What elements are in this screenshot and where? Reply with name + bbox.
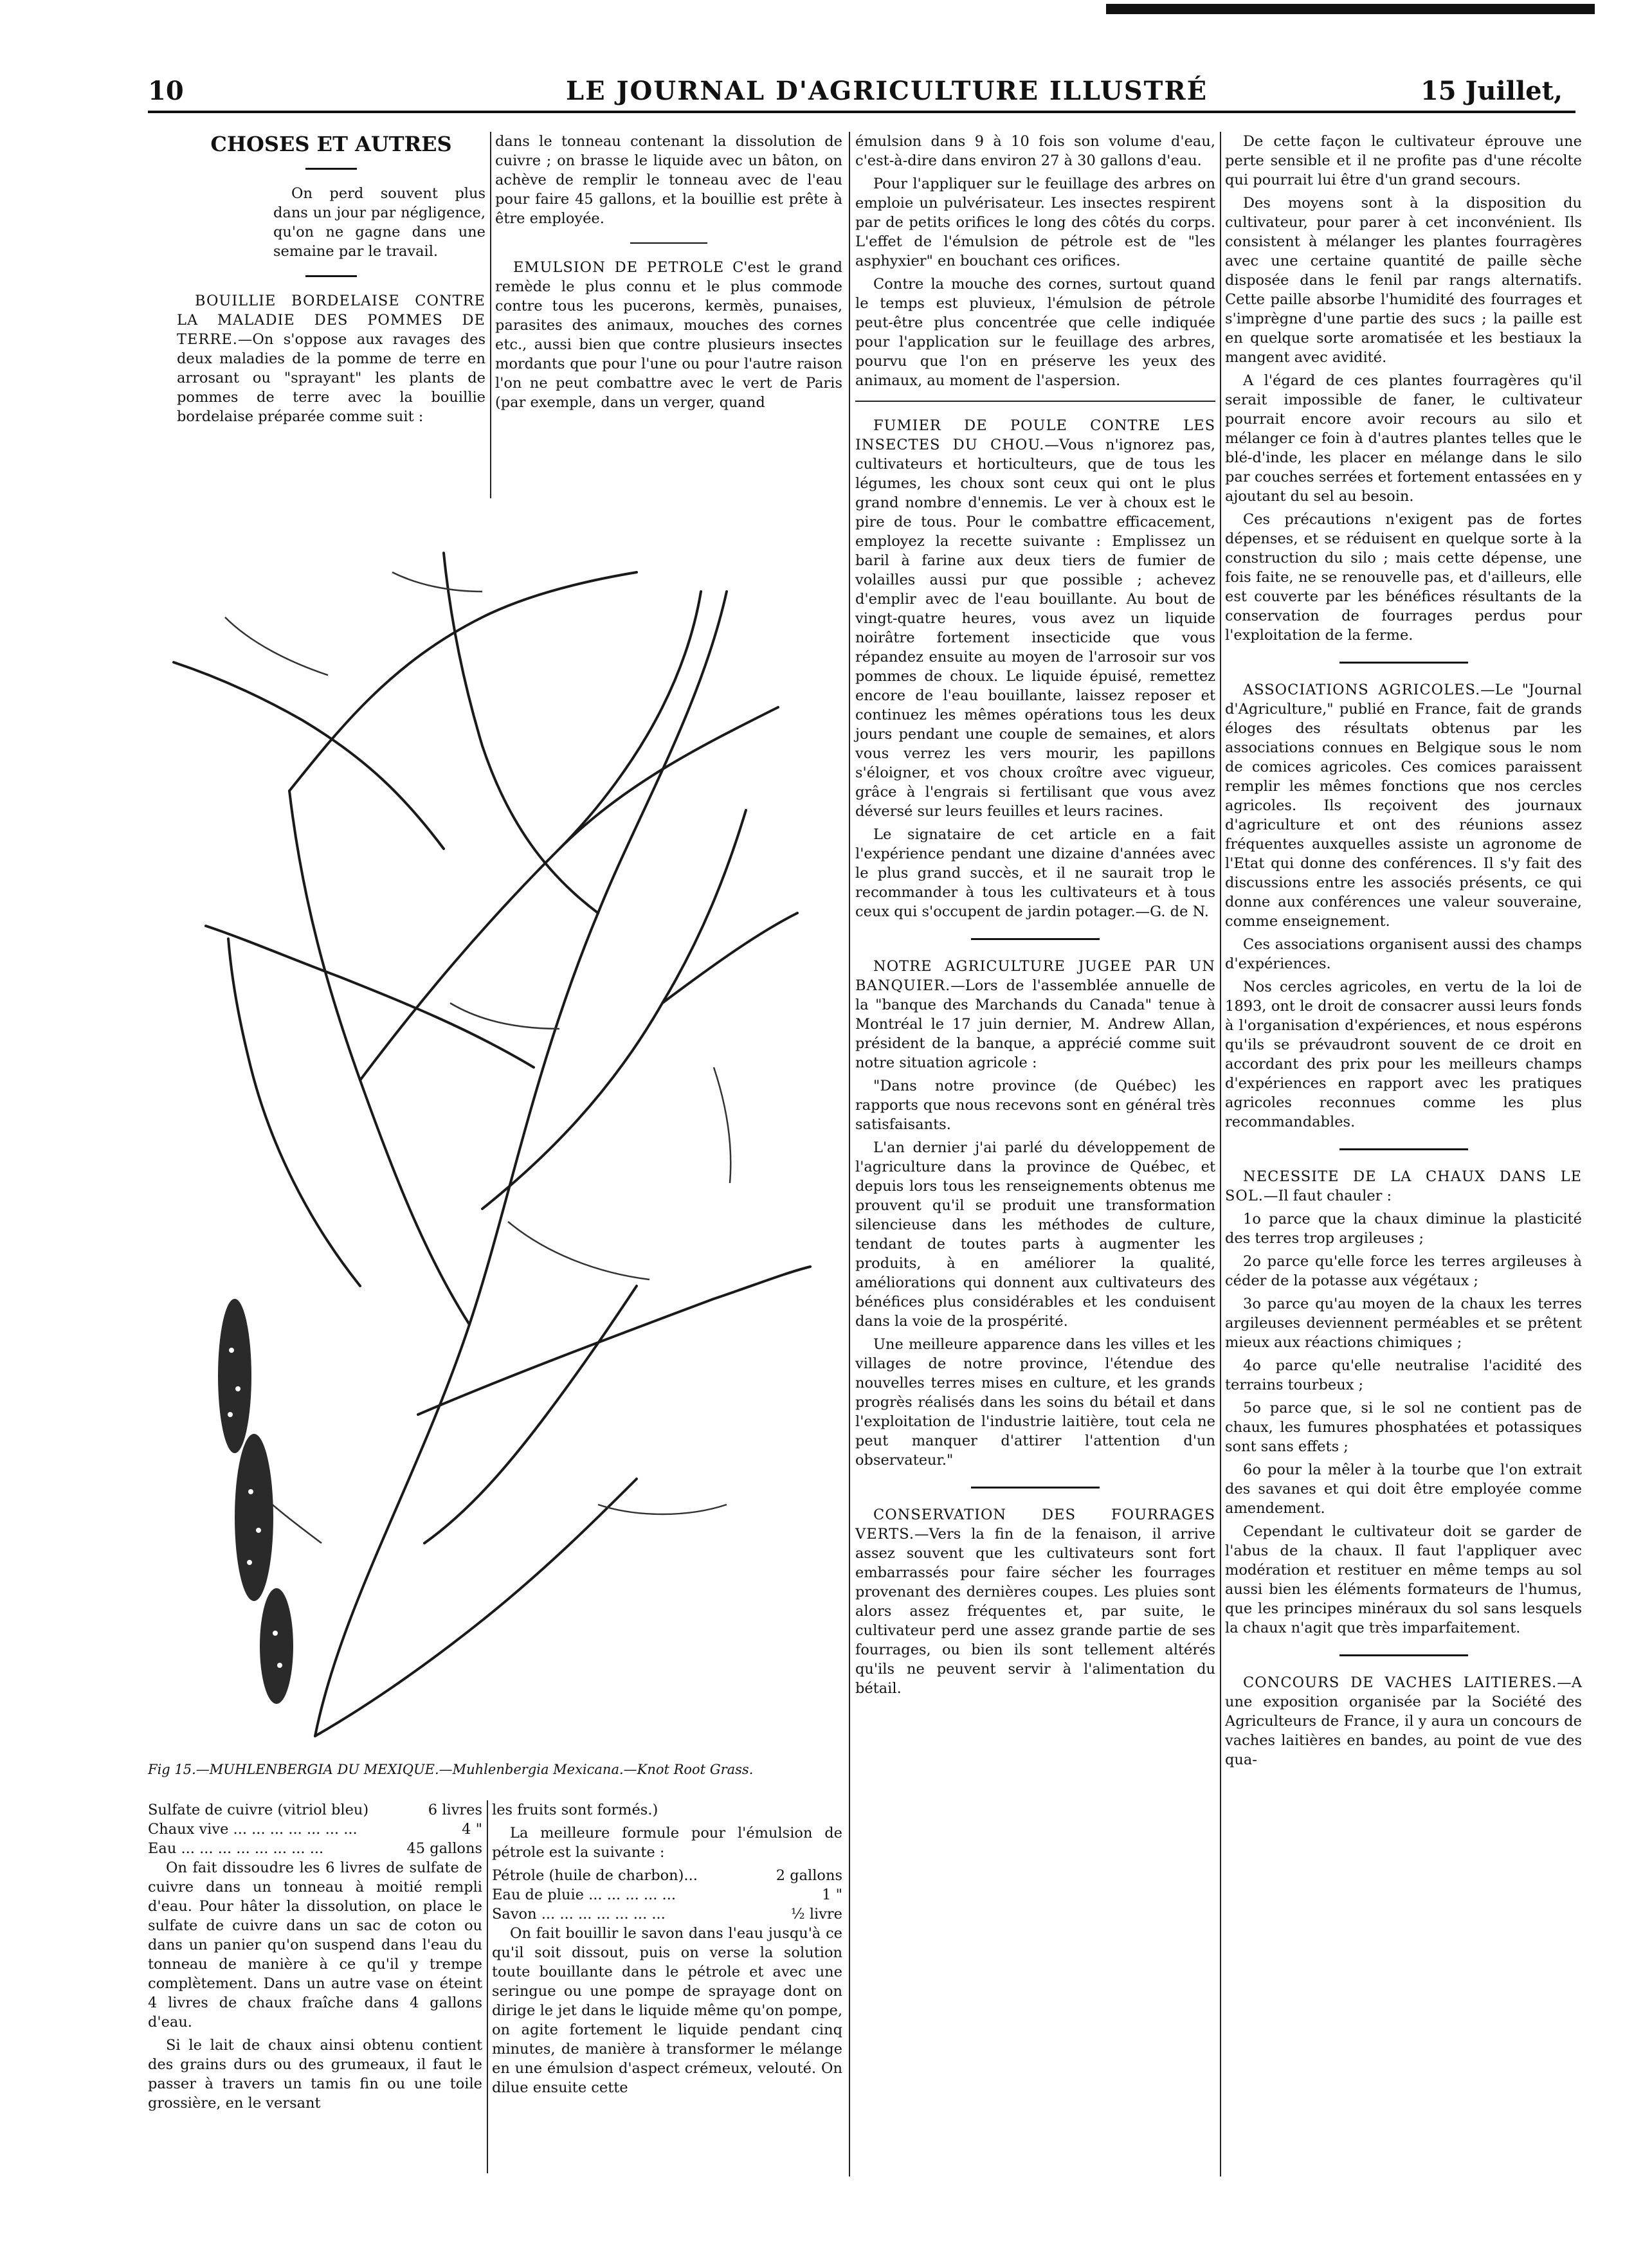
article-associations [1225, 680, 1582, 931]
separator [305, 168, 357, 170]
heading-chaux: NECESSITE DE LA CHAUX DANS LE SOL. [1225, 1168, 1582, 1204]
col4-paragraph: Ces associations organisent aussi des champs d'expériences. [1225, 936, 1582, 972]
text-notre-agriculture: —Lors de l'assemblée annuelle de la "banque des Marchands du Canada" tenue à Montréal le 17 juin dernier, M. Andrew Allan, président de la banque, a apprécié comme suit notre situation agricole : [855, 977, 1215, 1071]
grass-drawing [148, 514, 817, 1749]
recipe-paragraph: Si le lait de chaux ainsi obtenu contient des grains durs ou des grumeaux, il faut le passer à travers un tamis fin ou une toile grossière, en le versant [148, 2037, 482, 2112]
col3-paragraph: Pour l'appliquer sur le feuillage des arbres on emploie un pulvérisateur. Les insectes respirent par de petits orifices le long des côtés du corps. L'effet de l'émulsion de pétrole est de "les asphyxier" en bouchant ces orifices. [855, 176, 1215, 269]
recipe-line: Eau ... ... ... ... ... ... ... ... 45 gallons [148, 1840, 482, 1857]
formula-line: Eau de pluie ... ... ... ... ... 1 " [492, 1887, 842, 1903]
heading-concours: CONCOURS DE VACHES LAITIERES. [1243, 1674, 1557, 1691]
column-1-bottom [148, 1800, 482, 2117]
text-chaux: —Il faut chauler : [1263, 1188, 1392, 1204]
article-chaux [1225, 1167, 1582, 1206]
top-rule-bar [1106, 4, 1595, 14]
heading-emulsion: EMULSION DE PETROLE [513, 259, 725, 276]
article-emulsion [495, 258, 842, 412]
article-concours [1225, 1673, 1582, 1769]
issue-date: 15 Juillet, [1420, 76, 1563, 106]
chaux-item: 6o pour la mêler à la tourbe que l'on extrait des savanes et qui doit être employée comme amendement. [1225, 1461, 1582, 1517]
separator [630, 242, 707, 244]
col3-paragraph: "Dans notre province (de Québec) les rapports que nous recevons sont en général très satisfaisants. [855, 1078, 1215, 1133]
col3-paragraph: Contre la mouche des cornes, surtout quand le temps est pluvieux, l'émulsion de pétrole peut-être plus concentrée que celle indiquée pour l'application sur le feuillage des arbres, pourvu que l'on en préserve les yeux des animaux, au moment de l'aspersion. [855, 276, 1215, 389]
column-2-top [495, 132, 842, 416]
article-notre-agriculture [855, 957, 1215, 1072]
article-conservation [855, 1505, 1215, 1698]
col4-paragraph: A l'égard de ces plantes fourragères qu'il serait impossible de faner, le cultivateur pourrait encore avoir recours au silo et mélanger ce foin à d'autres plantes telles que le blé-d'inde, les placer en mélange dans le silo par couches serrées et fortement entassées en y ajoutant du sel au besoin. [1225, 372, 1582, 505]
col3-paragraph: émulsion dans 9 à 10 fois son volume d'eau, c'est-à-dire dans environ 27 à 30 gallons d'eau. [855, 133, 1215, 169]
separator [855, 401, 1215, 402]
chaux-item: 5o parce que, si le sol ne contient pas de chaux, les fumures phosphatées et potassiques sont sans effets ; [1225, 1400, 1582, 1455]
recipe-line: Sulfate de cuivre (vitriol bleu) 6 livres [148, 1802, 482, 1818]
formula-line: Pétrole (huile de charbon)... 2 gallons [492, 1867, 842, 1884]
article-bouillie [177, 291, 486, 426]
column-3 [855, 132, 1215, 1702]
masthead-rule [148, 111, 1575, 113]
recipe-list [148, 1800, 482, 1858]
column-2-bottom [492, 1800, 842, 2101]
text-emulsion: C'est le grand remède le plus connu et le plus commode contre tous les pucerons, kermès, punaises, parasites des animaux, mouches des cornes etc., aussi bien que contre plusieurs insectes mordants que pour l'une ou pour l'autre raison l'on ne peut combattre avec le vert de Paris (par exemple, dans un verger, quand [495, 259, 842, 411]
column-divider [487, 1800, 488, 2173]
grass-illustration [148, 514, 817, 1749]
heading-fumier: FUMIER DE POULE CONTRE LES INSECTES DU CHOU. [855, 417, 1215, 453]
column-divider [849, 132, 850, 2176]
col4-paragraph: Des moyens sont à la disposition du cultivateur, pour parer à cet inconvénient. Ils consistent à mélanger les plantes fourragères avec une certaine quantité de paille sèche disposée dans le fenil par rangs alternatifs. Cette paille absorbe l'humidité des fourrages et s'imprègne d'une partie des sucs ; la paille est en quelque sorte aromatisée et les bestiaux la mangent avec avidité. [1225, 195, 1582, 366]
formula-list [492, 1866, 842, 1924]
heading-bouillie: BOUILLIE BORDELAISE CONTRE LA MALADIE DES POMMES DE TERRE. [177, 293, 486, 348]
chaux-item: 4o parce qu'elle neutralise l'acidité des terrains tourbeux ; [1225, 1357, 1582, 1393]
text-concours: —A une exposition organisée par la Société des Agriculteurs de France, il y aura un concours de vaches laitières en bandes, au point de vue des qua- [1225, 1674, 1582, 1768]
column-divider [490, 132, 491, 498]
col3-paragraph: Une meilleure apparence dans les villes et les villages de notre province, l'étendue des nouvelles terres mises en culture, et les grands progrès réalisés dans les soins du bétail et dans l'exploitation de l'industrie laitière, tout cela ne peut manquer d'attirer l'attention d'un observateur." [855, 1336, 1215, 1469]
column-divider [1220, 132, 1221, 2176]
text-fumier: —Vous n'ignorez pas, cultivateurs et horticulteurs, que de tous les légumes, les choux sont ceux qui ont le plus grand nombre d'ennemis. Le ver à choux est le pire de tous. Pour le combattre efficacement, employez la recette suivante : Emplissez un baril à farine aux deux tiers de fumier de volailles aussi pur que possible ; achevez d'emplir avec de l'eau bouillante. Au bout de vingt-quatre heures, vous avez un liquide noirâtre fortement insecticide que vous répandez ensuite au moyen de l'arrosoir sur vos pommes de choux. Le liquide épuisé, remettez encore de l'eau bouillante, laissez reposer et continuez les mêmes opérations tous les deux jours pendant une couple de semaines, et alors vous verrez les vers mourir, les papillons s'éloigner, et vos choux croître avec vigueur, grâce à l'engrais si fertilisant que vous avez déversé sur leurs feuilles et leurs racines. [855, 437, 1215, 820]
col4-paragraph: Ces précautions n'exigent pas de fortes dépenses, et se réduisent en quelque sorte à la construction du silo ; mais cette dépense, une fois faite, ne se renouvelle pas, et d'ailleurs, elle est couverte par les bénéfices résultants de la conservation de fourrages perdus pour l'exploitation de la ferme. [1225, 511, 1582, 644]
column-4 [1225, 132, 1582, 1773]
section-title: CHOSES ET AUTRES [210, 132, 452, 156]
chaux-item: 1o parce que la chaux diminue la plasticité des terres trop argileuses ; [1225, 1211, 1582, 1247]
text-col2-top: dans le tonneau contenant la dissolution de cuivre ; on brasse le liquide avec un bâton, on achève de remplir le tonneau avec de l'eau pour faire 45 gallons, et la bouillie est prête à être employée. [495, 133, 842, 227]
separator [1339, 1654, 1468, 1656]
recipe-paragraph: On fait dissoudre les 6 livres de sulfate de cuivre dans un tonneau à moitié rempli d'eau. Pour hâter la dissolution, on place le sulfate de cuivre dans un sac de coton ou dans un panier qu'on suspend dans l'eau du tonneau de manière à ce qu'il y trempe complètement. Dans un autre vase on éteint 4 livres de chaux fraîche dans 4 gallons d'eau. [148, 1859, 482, 2031]
figure-caption: Fig 15.—MUHLENBERGIA DU MEXIQUE.—Muhlenbergia Mexicana.—Knot Root Grass. [148, 1762, 754, 1777]
heading-conservation: CONSERVATION DES FOURRAGES VERTS. [855, 1506, 1215, 1543]
separator [971, 938, 1100, 940]
col4-paragraph: De cette façon le cultivateur éprouve une perte sensible et il ne profite pas d'une récolte qui pourrait lui être d'un grand secours. [1225, 133, 1582, 188]
text-conservation: —Vers la fin de la fenaison, il arrive assez souvent que les cultivateurs sont fort embarrassés pour faire sécher les fourrages provenant des dernières coupes. Les pluies sont alors assez fréquentes et, par suite, le cultivateur perd une assez grande partie de ses fourrages, ou bien ils sont tellement altérés qu'ils ne peuvent servir à l'alimentation du bétail. [855, 1526, 1215, 1697]
formula-line: Savon ... ... ... ... ... ... ... ½ livre [492, 1906, 842, 1923]
text-associations: —Le "Journal d'Agriculture," publié en France, fait de grands éloges des résultats obtenus par les associations connues en Belgique sous le nom de comices agricoles. Ces comices paraissent remplir les mêmes fonctions que nos cercles agricoles. Ils reçoivent des journaux d'agriculture et ont des réunions assez fréquentes auxquelles assiste un agronome de l'Etat qui donne des conférences. Il s'y fait des discussions entre les associés présents, ce qui donne aux conférences une valeur souveraine, comme enseignement. [1225, 682, 1583, 930]
separator [305, 275, 357, 277]
separator [971, 1487, 1100, 1488]
heading-associations: ASSOCIATIONS AGRICOLES. [1243, 682, 1481, 698]
column-1-top [177, 132, 486, 430]
page-number: 10 [148, 76, 184, 106]
heading-notre-agriculture: NOTRE AGRICULTURE JUGEE PAR UN BANQUIER. [855, 958, 1215, 994]
chaux-item: 3o parce qu'au moyen de la chaux les terres argileuses deviennent perméables et se prêtent mieux aux réactions chimiques ; [1225, 1296, 1582, 1351]
emulsion-cont: les fruits sont formés.) [492, 1802, 658, 1818]
emulsion-method: On fait bouillir le savon dans l'eau jusqu'à ce qu'il soit dissout, puis on verse la solution toute bouillante dans le pétrole et avec une seringue ou une pompe de sprayage dont on dirige le jet dans le liquide même qu'on pompe, on agite fortement le liquide pendant cinq minutes, de manière à transformer le mélange en une émulsion d'aspect crémeux, velouté. On dilue ensuite cette [492, 1925, 842, 2096]
journal-title: LE JOURNAL D'AGRICULTURE ILLUSTRÉ [566, 76, 1208, 106]
article-fumier [855, 416, 1215, 821]
recipe-line: Chaux vive ... ... ... ... ... ... ... 4 " [148, 1821, 482, 1838]
epigraph: On perd souvent plus dans un jour par négligence, qu'on ne gagne dans une semaine par le travail. [273, 185, 486, 260]
text-bouillie: —On s'oppose aux ravages des deux maladies de la pomme de terre en arrosant ou "sprayant" les plants de pommes de terre avec la bouillie bordelaise préparée comme suit : [177, 331, 486, 425]
emulsion-formula-intro: La meilleure formule pour l'émulsion de pétrole est la suivante : [492, 1825, 842, 1861]
col3-paragraph: L'an dernier j'ai parlé du développement de l'agriculture dans la province de Québec, et depuis lors tous les renseignements obtenus me prouvent qu'il se produit une transformation silencieuse dans les méthodes de culture, tendant de toutes parts à augmenter les produits, à en améliorer la qualité, améliorations qui donnent aux cultivateurs des bénéfices plus considérables et les conduisent dans la voie de la prospérité. [855, 1139, 1215, 1330]
col3-paragraph: Le signataire de cet article en a fait l'expérience pendant une dizaine d'années avec le plus grand succès, et il ne saurait trop le recommander à tous les cultivateurs et à tous ceux qui s'occupent de jardin potager.—G. de N. [855, 826, 1215, 920]
col4-paragraph: Cependant le cultivateur doit se garder de l'abus de la chaux. Il faut l'appliquer avec modération et restituer en même temps au sol aussi bien les éléments formateurs de l'humus, que les principes minéraux du sol sans lesquels la chaux n'agit que très imparfaitement. [1225, 1523, 1582, 1636]
separator [1339, 1148, 1468, 1150]
col4-paragraph: Nos cercles agricoles, en vertu de la loi de 1893, ont le droit de consacrer aussi leurs fonds à l'organisation d'expériences, et nous espérons qu'ils se prévaudront souvent de ce droit en accordant des prix pour les meilleurs champs d'expériences en rapport avec les pratiques agricoles reconnues comme les plus recommandables. [1225, 979, 1582, 1130]
chaux-item: 2o parce qu'elle force les terres argileuses à céder de la potasse aux végétaux ; [1225, 1253, 1582, 1289]
separator [1339, 662, 1468, 664]
